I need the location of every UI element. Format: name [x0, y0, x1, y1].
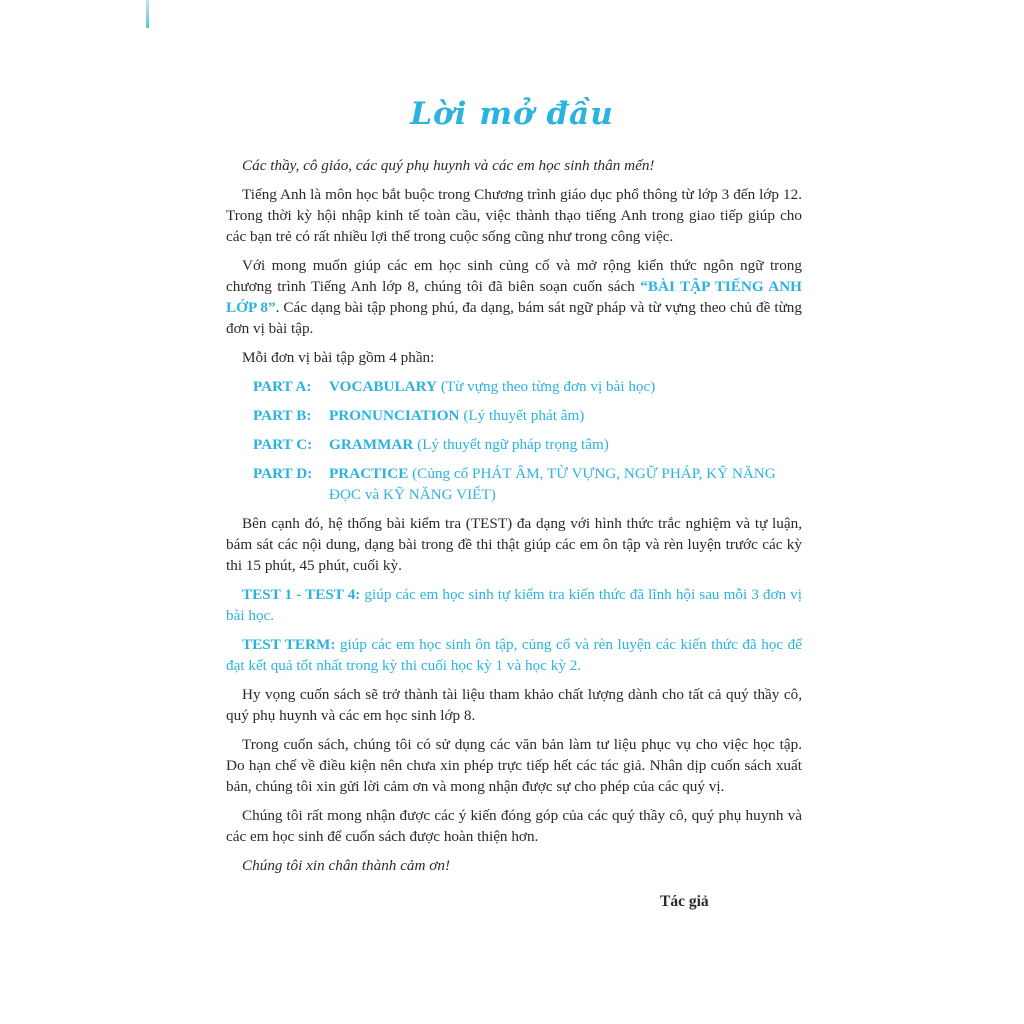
paragraph-5: Trong cuốn sách, chúng tôi có sử dụng các văn bản làm tư liệu phục vụ cho việc học tập. Do hạn chế về điều kiện nên chưa xin phép trực tiếp hết các tác giả. Nhân dịp cuốn sách xuất bản, chúng tôi xin gửi lời cảm ơn và mong nhận được sự cho phép của các quý vị. [226, 736, 802, 795]
parts-intro: Mỗi đơn vị bài tập gồm 4 phần: [242, 349, 435, 366]
part-desc: (Lý thuyết phát âm) [459, 407, 585, 424]
part-name: VOCABULARY [329, 378, 438, 395]
part-desc: (Từ vựng theo từng đơn vị bài học) [437, 378, 656, 395]
paragraph-2-after: . Các dạng bài tập phong phú, đa dạng, bám sát ngữ pháp và từ vựng theo chủ đề từng đơn vị bài tập. [226, 299, 802, 337]
part-name: PRONUNCIATION [329, 407, 460, 424]
test-1-4-text: giúp các em học sinh tự kiểm tra kiến thức đã lĩnh hội sau mỗi 3 đơn vị bài học. [226, 586, 802, 624]
paragraph-1: Tiếng Anh là môn học bắt buộc trong Chương trình giáo dục phổ thông từ lớp 3 đến lớp 12. Trong thời kỳ hội nhập kinh tế toàn cầu, việc thành thạo tiếng Anh trong giao tiếp giúp cho các bạn trẻ có rất nhiều lợi thế trong cuộc sống cũng như trong công việc. [226, 186, 802, 245]
part-item [253, 405, 802, 426]
corner-mark [146, 0, 149, 28]
test-term-paragraph [226, 634, 802, 676]
part-text [329, 434, 802, 455]
closing-line: Chúng tôi xin chân thành cảm ơn! [242, 857, 451, 874]
greeting: Các thầy, cô giáo, các quý phụ huynh và các em học sinh thân mến! [242, 157, 655, 174]
paragraph-2 [226, 255, 802, 339]
part-text [329, 405, 802, 426]
part-item [253, 463, 802, 505]
part-label: PART A: [253, 378, 312, 395]
part-item [253, 434, 802, 455]
preface-body [226, 155, 802, 884]
paragraph-4: Hy vọng cuốn sách sẽ trở thành tài liệu tham khảo chất lượng dành cho tất cả quý thầy cô, quý phụ huynh và các em học sinh lớp 8. [226, 686, 802, 724]
part-desc: (Củng cố PHÁT ÂM, TỪ VỰNG, NGỮ PHÁP, KỸ NĂNG ĐỌC và KỸ NĂNG VIẾT) [329, 465, 776, 503]
part-label: PART D: [253, 465, 313, 482]
book-title: “BÀI TẬP TIẾNG ANH LỚP 8” [226, 278, 802, 316]
page-title: Lời mở đầu [410, 96, 614, 132]
part-label: PART C: [253, 436, 313, 453]
paragraph-6: Chúng tôi rất mong nhận được các ý kiến đóng góp của các quý thầy cô, quý phụ huynh và các em học sinh để cuốn sách được hoàn thiện hơn. [226, 807, 802, 845]
part-text [329, 463, 802, 505]
paragraph-3: Bên cạnh đó, hệ thống bài kiểm tra (TEST) đa dạng với hình thức trắc nghiệm và tự luận, bám sát các nội dung, dạng bài trong đề thi thật giúp các em ôn tập và rèn luyện trước các kỳ thi 15 phút, 45 phút, cuối kỳ. [226, 515, 802, 574]
test-1-4-paragraph [226, 584, 802, 626]
test-term-text: giúp các em học sinh ôn tập, củng cố và rèn luyện các kiến thức đã học để đạt kết quả tốt nhất trong kỳ thi cuối học kỳ 1 và học kỳ 2. [226, 636, 802, 674]
test-term-label: TEST TERM: [242, 636, 336, 653]
part-name: GRAMMAR [329, 436, 414, 453]
test-1-4-label: TEST 1 - TEST 4: [242, 586, 361, 603]
part-desc: (Lý thuyết ngữ pháp trọng tâm) [413, 436, 609, 453]
part-name: PRACTICE [329, 465, 409, 482]
paragraph-2-before: Với mong muốn giúp các em học sinh củng cố và mở rộng kiến thức ngôn ngữ trong chương trình Tiếng Anh lớp 8, chúng tôi đã biên soạn cuốn sách [226, 257, 802, 295]
part-item [253, 376, 802, 397]
part-text [329, 376, 802, 397]
part-label: PART B: [253, 407, 312, 424]
author-signature: Tác giả [660, 893, 709, 910]
parts-list [253, 376, 802, 505]
